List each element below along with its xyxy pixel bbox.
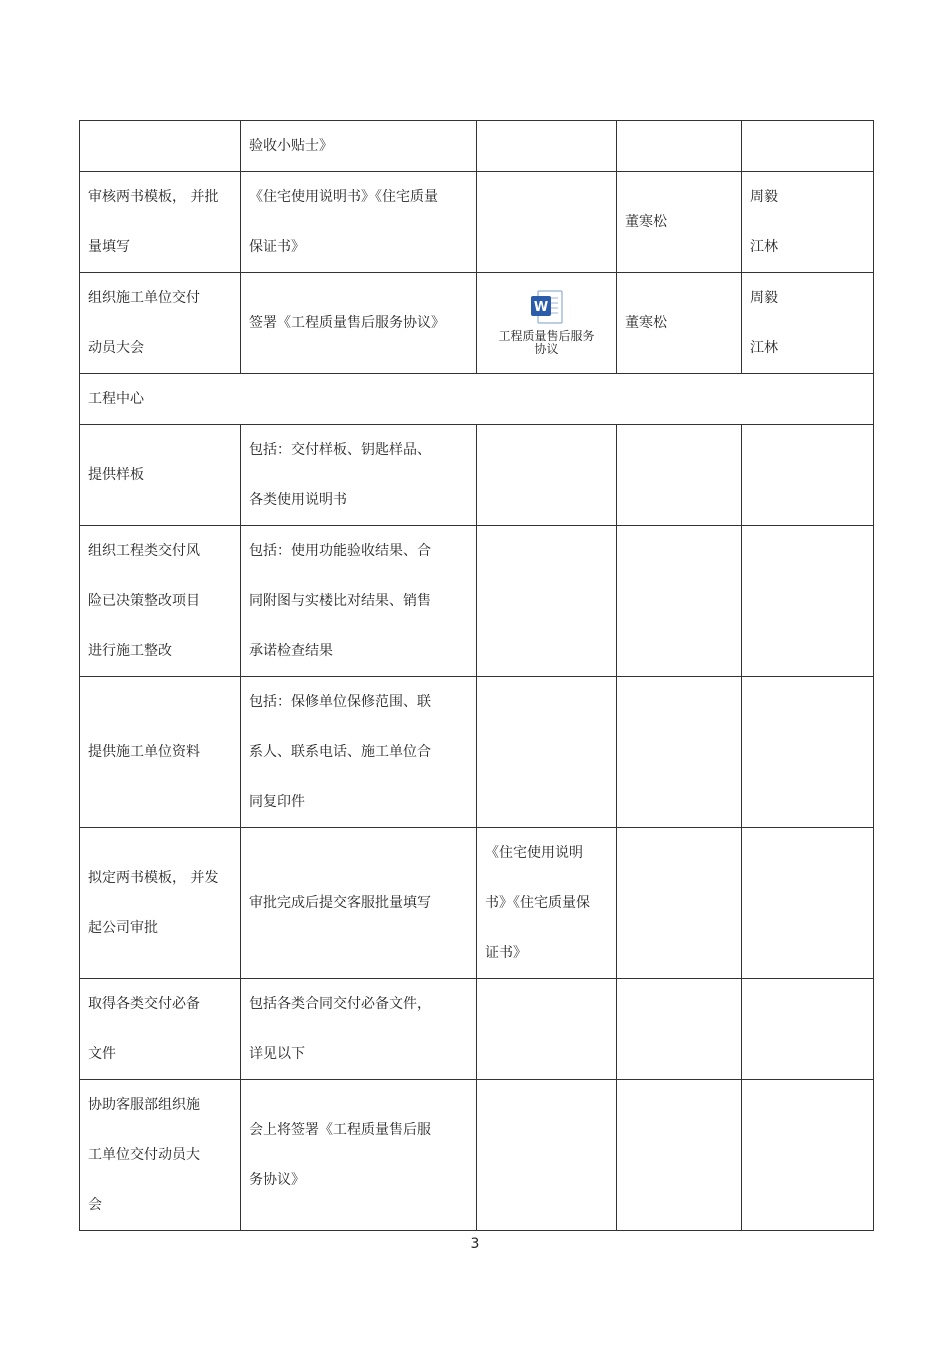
desc-cell: 包括各类合同交付必备文件， 详见以下 [241,979,477,1080]
task-cell: 审核两书模板， 并批 量填写 [80,172,241,273]
table-row [80,425,874,526]
owner-cell [617,979,742,1080]
table-row [80,1080,874,1231]
desc-cell: 包括：保修单位保修范围、联 系人、联系电话、施工单位合 同复印件 [241,677,477,828]
owner-cell [617,425,742,526]
desc-cell: 验收小贴士》 [241,121,477,172]
desc-cell: 签署《工程质量售后服务协议》 [241,273,477,374]
owner-cell [617,677,742,828]
assist-cell [742,979,874,1080]
attach-cell [477,1080,617,1231]
table-row [80,828,874,979]
attach-cell [477,273,617,374]
task-cell: 提供施工单位资料 [80,677,241,828]
owner-cell [617,121,742,172]
owner-cell [617,526,742,677]
attach-cell [477,526,617,677]
task-cell: 取得各类交付必备 文件 [80,979,241,1080]
assist-cell [742,121,874,172]
owner-cell [617,828,742,979]
task-cell: 协助客服部组织施 工单位交付动员大 会 [80,1080,241,1231]
assist-cell [742,677,874,828]
assist-cell [742,828,874,979]
page-number: 3 [470,1236,480,1252]
task-cell: 提供样板 [80,425,241,526]
assist-cell [742,425,874,526]
desc-cell: 包括：使用功能验收结果、合 同附图与实楼比对结果、销售 承诺检查结果 [241,526,477,677]
table-row [80,677,874,828]
table-row [80,121,874,172]
table-row [80,273,874,374]
attach-cell [477,121,617,172]
svg-text:W: W [533,300,548,315]
table-row [80,172,874,273]
attach-cell [477,979,617,1080]
assist-cell [742,526,874,677]
table-row [80,979,874,1080]
owner-cell [617,1080,742,1231]
task-cell: 组织施工单位交付 动员大会 [80,273,241,374]
owner-cell: 董寒松 [617,172,742,273]
attach-cell: 《住宅使用说明 书》《住宅质量保 证书》 [477,828,617,979]
attached-file[interactable]: W 工程质量售后服务 协议 [485,290,608,356]
assist-cell: 周毅 江林 [742,273,874,374]
attach-cell [477,172,617,273]
desc-cell: 审批完成后提交客服批量填写 [241,828,477,979]
desc-cell: 《住宅使用说明书》《住宅质量 保证书》 [241,172,477,273]
desc-cell: 会上将签署《工程质量售后服 务协议》 [241,1080,477,1231]
owner-cell: 董寒松 [617,273,742,374]
table-row [80,526,874,677]
task-cell: 组织工程类交付风 险已决策整改项目 进行施工整改 [80,526,241,677]
word-document-icon [530,290,564,326]
task-cell: 拟定两书模板， 并发 起公司审批 [80,828,241,979]
section-title: 工程中心 [80,374,874,425]
assist-cell: 周毅 江林 [742,172,874,273]
assist-cell [742,1080,874,1231]
attach-cell [477,425,617,526]
attach-cell [477,677,617,828]
desc-cell: 包括：交付样板、钥匙样品、 各类使用说明书 [241,425,477,526]
section-row [80,374,874,425]
task-cell [80,121,241,172]
task-table [79,120,874,1231]
